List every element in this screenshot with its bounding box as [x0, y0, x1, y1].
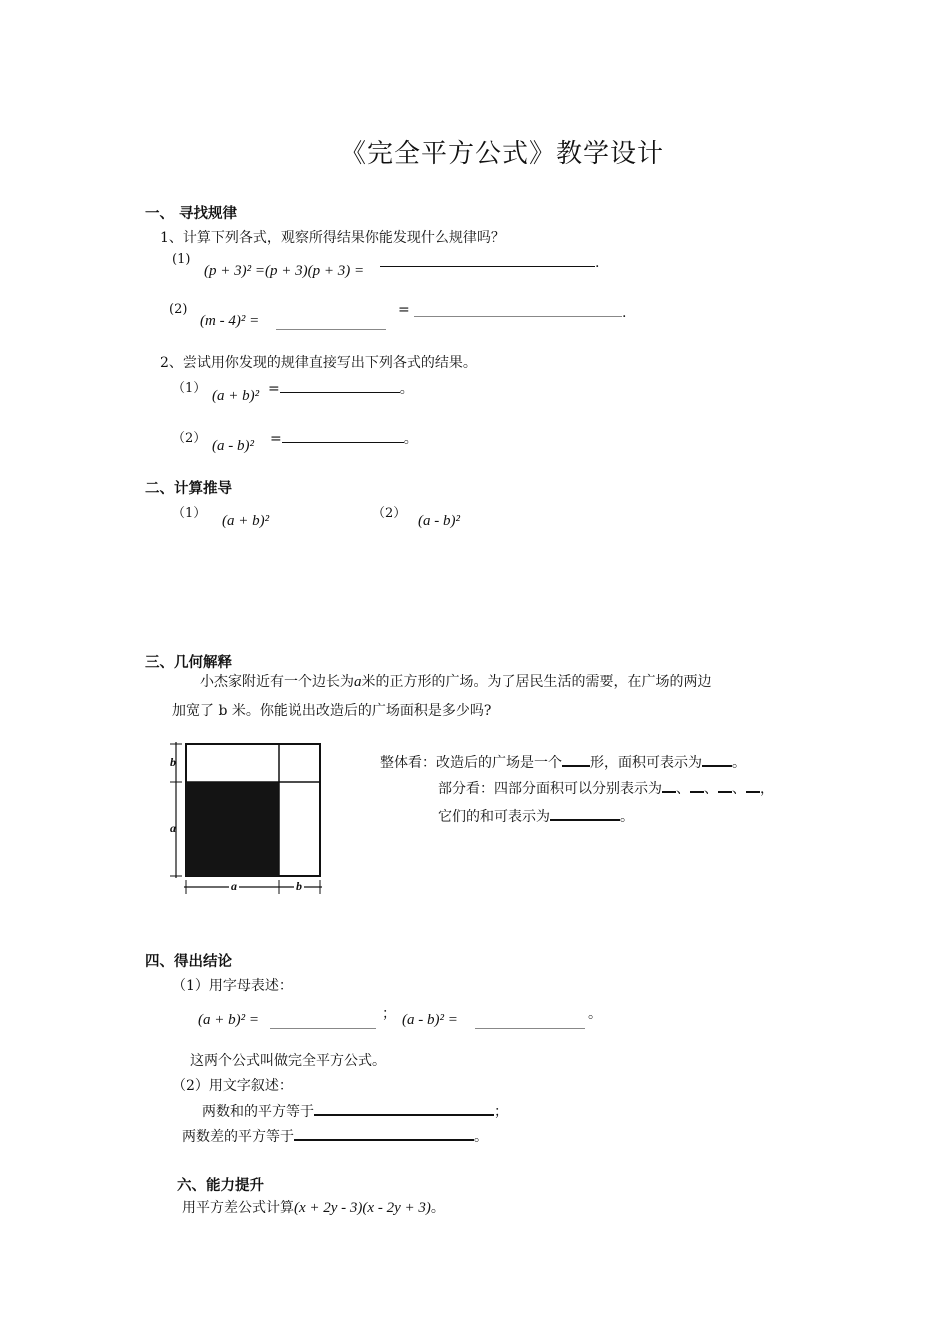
formula-diff-blank[interactable] [475, 1014, 585, 1033]
q2-1-expression: (a + b)² [212, 388, 260, 404]
section-1-heading: 一、 寻找规律 [145, 206, 238, 222]
s2-expression-1: (a + b)² [222, 513, 270, 529]
s4-part-1: （1）用字母表述： [172, 978, 293, 994]
words-diff [182, 1125, 488, 1146]
words-sum-text: 两数和的平方等于 [202, 1104, 314, 1120]
area-blank[interactable] [702, 751, 732, 767]
s2-label-1: （1） [172, 506, 207, 521]
s2-expression-2: (a - b)² [418, 513, 460, 529]
part-blank-3[interactable] [718, 777, 732, 793]
whole-text-a: 整体看：改造后的广场是一个 [380, 755, 562, 771]
question-1: 1、计算下列各式，观察所得结果你能发现什么规律吗？ [160, 230, 505, 246]
q1-1-dot: . [595, 255, 600, 271]
square-figure [162, 738, 328, 898]
words-diff-text: 两数差的平方等于 [182, 1129, 294, 1145]
figure-label-a-bottom: a [231, 879, 237, 893]
q2-2-period: 。 [403, 431, 418, 447]
sum-text [438, 805, 634, 826]
formula-period: 。 [588, 1006, 602, 1022]
words-sum [202, 1100, 508, 1121]
q2-1-equals: = [268, 381, 280, 397]
q1-2-answer-blank-1[interactable] [276, 315, 386, 334]
q1-2-answer-blank-2[interactable] [414, 302, 626, 321]
figure-label-b-bottom: b [296, 879, 302, 893]
q2-1-answer[interactable] [268, 378, 414, 398]
q1-2-equals: = [398, 302, 410, 318]
s3-text-b: 米的正方形的广场。为了居民生活的需要，在广场的两边 [361, 674, 712, 690]
part-text-a: 部分看：四部分面积可以分别表示为 [438, 781, 662, 797]
page-title: 《完全平方公式》教学设计 [340, 139, 665, 169]
part-view-text: 部分看：四部分面积可以分别表示为 、 、 、 ， [438, 777, 774, 798]
whole-period: 。 [732, 755, 746, 771]
whole-text-b: 形，面积可表示为 [590, 755, 702, 771]
words-sum-end: ； [494, 1104, 508, 1120]
q1-2-expression: (m - 4)² = [200, 313, 260, 329]
words-sum-blank[interactable] [314, 1100, 494, 1116]
figure-label-a-left: a [170, 821, 176, 835]
q1-1-answer-blank[interactable] [380, 252, 599, 271]
s2-label-2: （2） [372, 506, 407, 521]
shape-blank[interactable] [562, 751, 590, 767]
figure-label-b-left: b [170, 755, 176, 769]
q2-2-answer[interactable] [270, 428, 418, 448]
formula-diff: (a - b)² = [402, 1012, 458, 1028]
part-blank-4[interactable] [746, 777, 760, 793]
sum-period: 。 [620, 809, 634, 825]
section-2-heading: 二、计算推导 [145, 481, 232, 497]
formula-sum: (a + b)² = [198, 1012, 259, 1028]
formula-sum-blank[interactable] [270, 1014, 376, 1033]
q2-2-equals: = [270, 431, 282, 447]
section-3-heading: 三、几何解释 [145, 655, 232, 671]
s6-task-expression: (x + 2y - 3)(x - 2y + 3) [294, 1200, 431, 1216]
words-diff-end: 。 [474, 1129, 488, 1145]
section-6-heading: 六、能力提升 [177, 1178, 264, 1194]
q1-1-expression: (p + 3)² =(p + 3)(p + 3) = [204, 263, 365, 279]
part-blank-1[interactable] [662, 777, 676, 793]
q1-1-label: (1) [172, 252, 191, 267]
sum-blank[interactable] [550, 805, 620, 821]
whole-view-text [380, 751, 746, 772]
q2-1-label: （1） [172, 381, 207, 396]
formula-note: 这两个公式叫做完全平方公式。 [190, 1053, 386, 1069]
s3-paragraph-line-2: 加宽了 b 米。你能说出改造后的广场面积是多少吗? [172, 703, 492, 719]
question-2: 2、尝试用你发现的规律直接写出下列各式的结果。 [160, 355, 477, 371]
s4-part-2: （2）用文字叙述： [172, 1078, 293, 1094]
q1-2-label: (2) [169, 302, 188, 317]
s3-var-a: a [354, 674, 362, 690]
s6-task-text: 用平方差公式计算 [182, 1200, 294, 1216]
q1-2-dot: . [622, 305, 627, 321]
q2-2-expression: (a - b)² [212, 438, 254, 454]
part-blank-2[interactable] [690, 777, 704, 793]
q2-2-label: （2） [172, 431, 207, 446]
s3-paragraph-line-1 [200, 671, 712, 691]
s6-task [182, 1197, 445, 1217]
words-diff-blank[interactable] [294, 1125, 474, 1141]
s6-task-end: 。 [430, 1200, 445, 1216]
sum-text-a: 它们的和可表示为 [438, 809, 550, 825]
s3-text-a: 小杰家附近有一个边长为 [200, 674, 354, 690]
section-4-heading: 四、得出结论 [145, 954, 232, 970]
q2-1-period: 。 [399, 381, 414, 397]
formula-semicolon: ； [382, 1006, 396, 1022]
